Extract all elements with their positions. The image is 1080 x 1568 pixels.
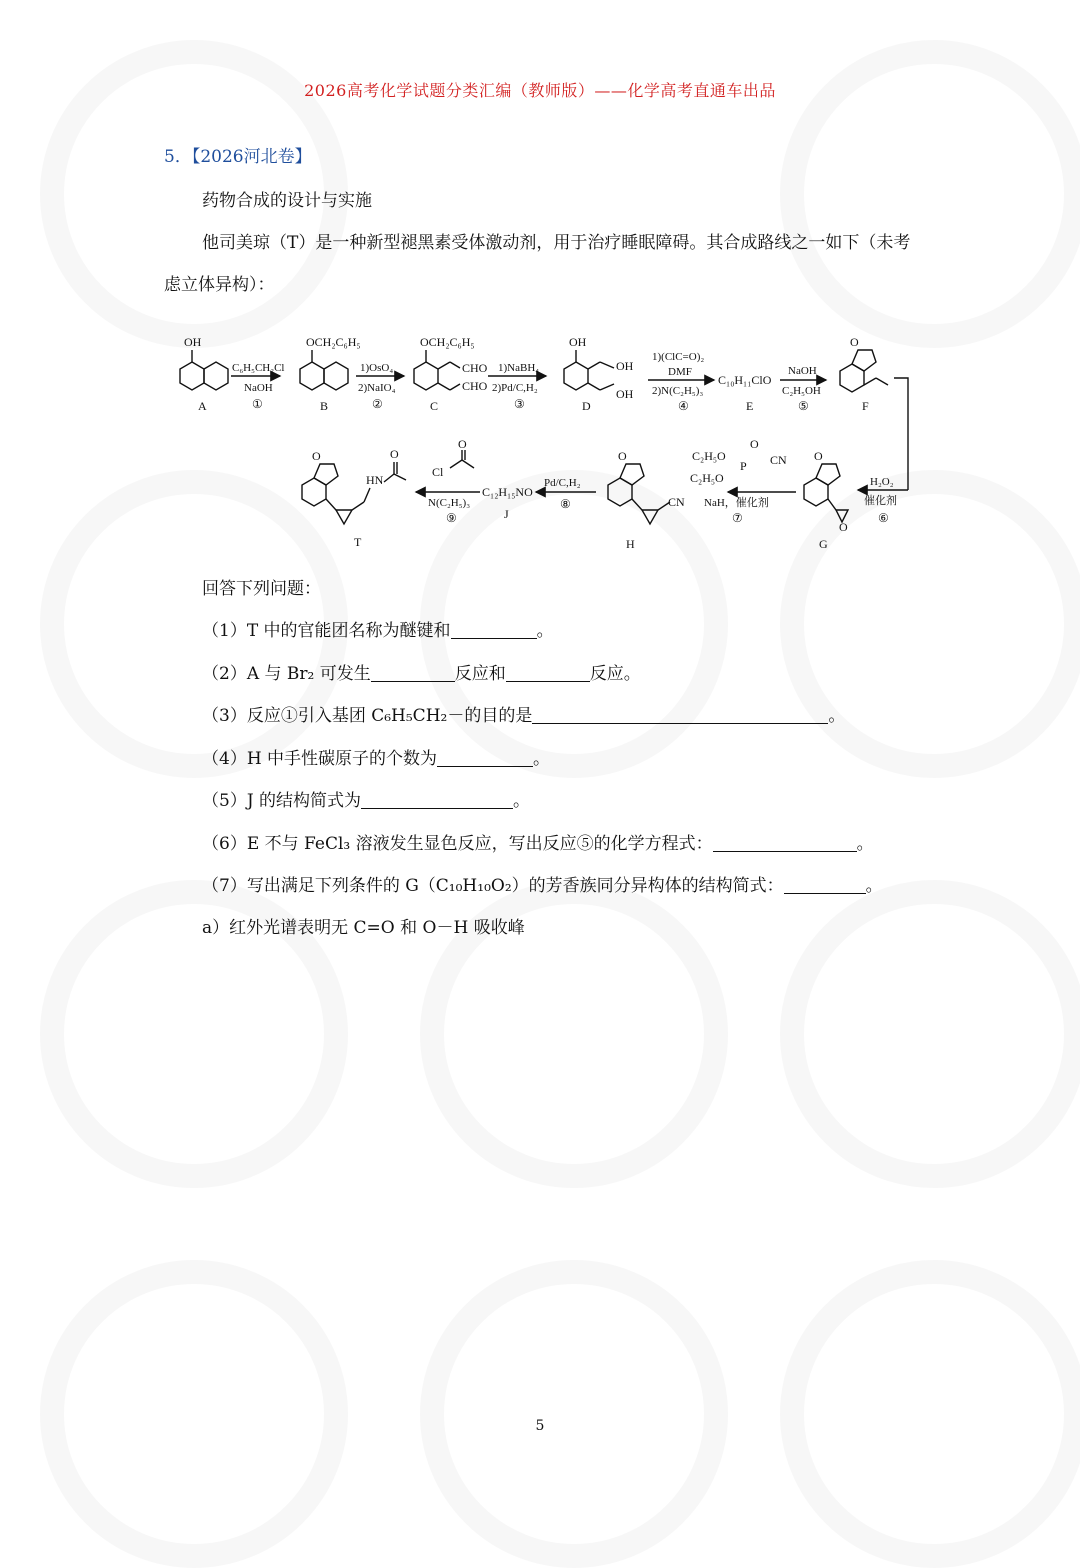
sub-question-4 bbox=[202, 744, 550, 769]
sub-question-1-text: （1）T 中的官能团名称为醚键和 bbox=[202, 621, 451, 641]
step7-reagent-bottom: NaH，催化剂 bbox=[704, 497, 769, 509]
sub-question-2-text: （2）A 与 Br₂ 可发生 bbox=[202, 664, 371, 684]
label-compound-b: B bbox=[320, 399, 329, 413]
step4-number: ④ bbox=[678, 399, 689, 413]
group-o-g-epoxide: O bbox=[839, 520, 848, 534]
label-compound-d: D bbox=[582, 399, 591, 413]
group-nh-t: HN bbox=[366, 473, 384, 487]
step3-number: ③ bbox=[514, 397, 525, 411]
acyl-chloride-structure bbox=[450, 450, 474, 468]
step5-number: ⑤ bbox=[798, 399, 809, 413]
page-header: 2026高考化学试题分类汇编（教师版）——化学高考直通车出品 bbox=[304, 81, 776, 100]
question-number: 5． bbox=[164, 147, 192, 167]
group-cn-h: CN bbox=[668, 495, 685, 509]
group-o-g: O bbox=[814, 449, 823, 463]
label-compound-g: G bbox=[819, 537, 828, 551]
step6-reagent-bottom: 催化剂 bbox=[864, 495, 897, 507]
compound-f-structure bbox=[840, 350, 888, 392]
sub-question-4-end: 。 bbox=[533, 749, 551, 769]
sub-question-4-text: （4）H 中手性碳原子的个数为 bbox=[202, 749, 438, 769]
group-oh-d3: OH bbox=[616, 387, 634, 401]
compound-d-structure bbox=[564, 350, 614, 390]
step6-number: ⑥ bbox=[878, 511, 889, 525]
group-oh-d1: OH bbox=[569, 335, 587, 349]
label-compound-f: F bbox=[862, 399, 869, 413]
step3-reagent-bottom: 2)Pd/C,H₂ bbox=[492, 382, 538, 394]
step5-reagent-top: NaOH bbox=[788, 365, 817, 377]
group-cho-c1: CHO bbox=[462, 361, 488, 375]
step8-number: ⑧ bbox=[560, 497, 571, 511]
group-p: P bbox=[740, 459, 747, 473]
step2-number: ② bbox=[372, 397, 383, 411]
group-c2h5o-2: C₂H₅O bbox=[690, 471, 724, 485]
question-intro: 他司美琼（T）是一种新型褪黑素受体激动剂，用于治疗睡眠障碍。其合成路线之一如下（未考虑立体异构）： bbox=[164, 233, 911, 295]
step3-reagent-top: 1)NaBH₄ bbox=[498, 362, 540, 374]
group-o-t: O bbox=[312, 449, 321, 463]
group-o-phosphonate: O bbox=[750, 437, 759, 451]
answer-blank-1[interactable] bbox=[451, 620, 537, 639]
group-o-h: O bbox=[618, 449, 627, 463]
step4-reagent-bottom: 2)N(C₂H₅)₃ bbox=[652, 385, 704, 397]
formula-j: C₁₂H₁₅NO bbox=[482, 485, 533, 499]
answer-blank-3[interactable] bbox=[532, 705, 828, 724]
group-o-t-carbonyl: O bbox=[390, 447, 399, 461]
step7-number: ⑦ bbox=[732, 511, 743, 525]
sub-question-2 bbox=[202, 659, 641, 684]
watermark-circle bbox=[420, 1260, 728, 1568]
group-oh-a: OH bbox=[184, 335, 202, 349]
sub-question-3 bbox=[202, 701, 845, 726]
step8-reagent-top: Pd/C,H₂ bbox=[544, 477, 581, 489]
group-cho-c2: CHO bbox=[462, 379, 488, 393]
step9-number: ⑨ bbox=[446, 511, 457, 525]
group-obn-c: OCH₂C₆H₅ bbox=[420, 335, 475, 349]
connector-line bbox=[894, 378, 908, 490]
answer-blank-6[interactable] bbox=[713, 833, 857, 852]
step6-reagent-top: H₂O₂ bbox=[870, 476, 894, 488]
group-c2h5o-1: C₂H₅O bbox=[692, 449, 726, 463]
step2-reagent-bottom: 2)NaIO₄ bbox=[358, 382, 396, 394]
group-o-acyl: O bbox=[458, 437, 467, 451]
sub-question-7-text: （7）写出满足下列条件的 G（C₁₀H₁₀O₂）的芳香族同分异构体的结构简式： bbox=[202, 876, 784, 896]
sub-question-2-end: 反应。 bbox=[589, 664, 641, 684]
step2-reagent-top: 1)OsO₄ bbox=[360, 362, 394, 374]
sub-question-1-end: 。 bbox=[536, 621, 554, 641]
step9-reagent-bottom: N(C₂H₅)₃ bbox=[428, 497, 471, 509]
sub-question-3-text: （3）反应①引入基团 C₆H₅CH₂－的目的是 bbox=[202, 706, 533, 726]
sub-question-7 bbox=[202, 871, 883, 896]
answer-blank-4[interactable] bbox=[437, 748, 533, 767]
label-compound-a: A bbox=[198, 399, 207, 413]
group-oh-d2: OH bbox=[616, 359, 634, 373]
sub-question-6 bbox=[202, 829, 874, 854]
sub-question-1 bbox=[202, 616, 554, 641]
compound-t-structure bbox=[302, 462, 406, 524]
formula-e: C₁₀H₁₁ClO bbox=[718, 373, 772, 387]
sub-question-5-end: 。 bbox=[513, 791, 531, 811]
question-source: 【2026河北卷】 bbox=[191, 147, 312, 167]
compound-h-structure bbox=[608, 464, 670, 524]
step1-number: ① bbox=[252, 397, 263, 411]
label-compound-j: J bbox=[504, 507, 509, 521]
sub-question-6-end: 。 bbox=[856, 834, 874, 854]
group-cl-acyl: Cl bbox=[432, 465, 444, 479]
answer-prompt: 回答下列问题： bbox=[202, 579, 321, 599]
step1-reagent-bottom: NaOH bbox=[244, 382, 273, 394]
compound-c-structure bbox=[414, 350, 460, 390]
sub-question-3-end: 。 bbox=[828, 706, 846, 726]
synthesis-scheme bbox=[164, 328, 916, 553]
group-cn-reagent: CN bbox=[770, 453, 787, 467]
label-compound-t: T bbox=[354, 535, 362, 549]
step4-reagent-top1: 1)(ClC=O)₂ bbox=[652, 351, 705, 363]
label-compound-h: H bbox=[626, 537, 635, 551]
sub-question-5 bbox=[202, 786, 530, 811]
condition-a: a）红外光谱表明无 C=O 和 O－H 吸收峰 bbox=[202, 918, 525, 938]
sub-question-5-text: （5）J 的结构简式为 bbox=[202, 791, 362, 811]
compound-b-structure bbox=[300, 350, 348, 390]
sub-question-6-text: （6）E 不与 FeCl₃ 溶液发生显色反应，写出反应⑤的化学方程式： bbox=[202, 834, 713, 854]
watermark-circle bbox=[40, 1260, 348, 1568]
answer-blank-2b[interactable] bbox=[506, 663, 590, 682]
question-topic: 药物合成的设计与实施 bbox=[202, 191, 372, 211]
label-compound-c: C bbox=[430, 399, 439, 413]
sub-question-7-end: 。 bbox=[865, 876, 883, 896]
watermark-circle bbox=[780, 880, 1080, 1188]
label-compound-e: E bbox=[746, 399, 754, 413]
compound-a-structure bbox=[180, 350, 228, 390]
sub-question-2-mid: 反应和 bbox=[454, 664, 506, 684]
step5-reagent-bottom: C₂H₅OH bbox=[782, 385, 821, 397]
page-number: 5 bbox=[535, 1418, 545, 1434]
group-o-f: O bbox=[850, 335, 859, 349]
compound-g-structure bbox=[804, 464, 848, 522]
step4-reagent-top2: DMF bbox=[668, 366, 692, 378]
answer-blank-2a[interactable] bbox=[371, 663, 455, 682]
watermark-circle bbox=[780, 1260, 1080, 1568]
step1-reagent-top: C₆H₅CH₂Cl bbox=[232, 362, 285, 374]
question-title bbox=[164, 142, 312, 167]
answer-blank-7[interactable] bbox=[784, 875, 866, 894]
answer-blank-5[interactable] bbox=[361, 790, 513, 809]
group-obn-b: OCH₂C₆H₅ bbox=[306, 335, 361, 349]
